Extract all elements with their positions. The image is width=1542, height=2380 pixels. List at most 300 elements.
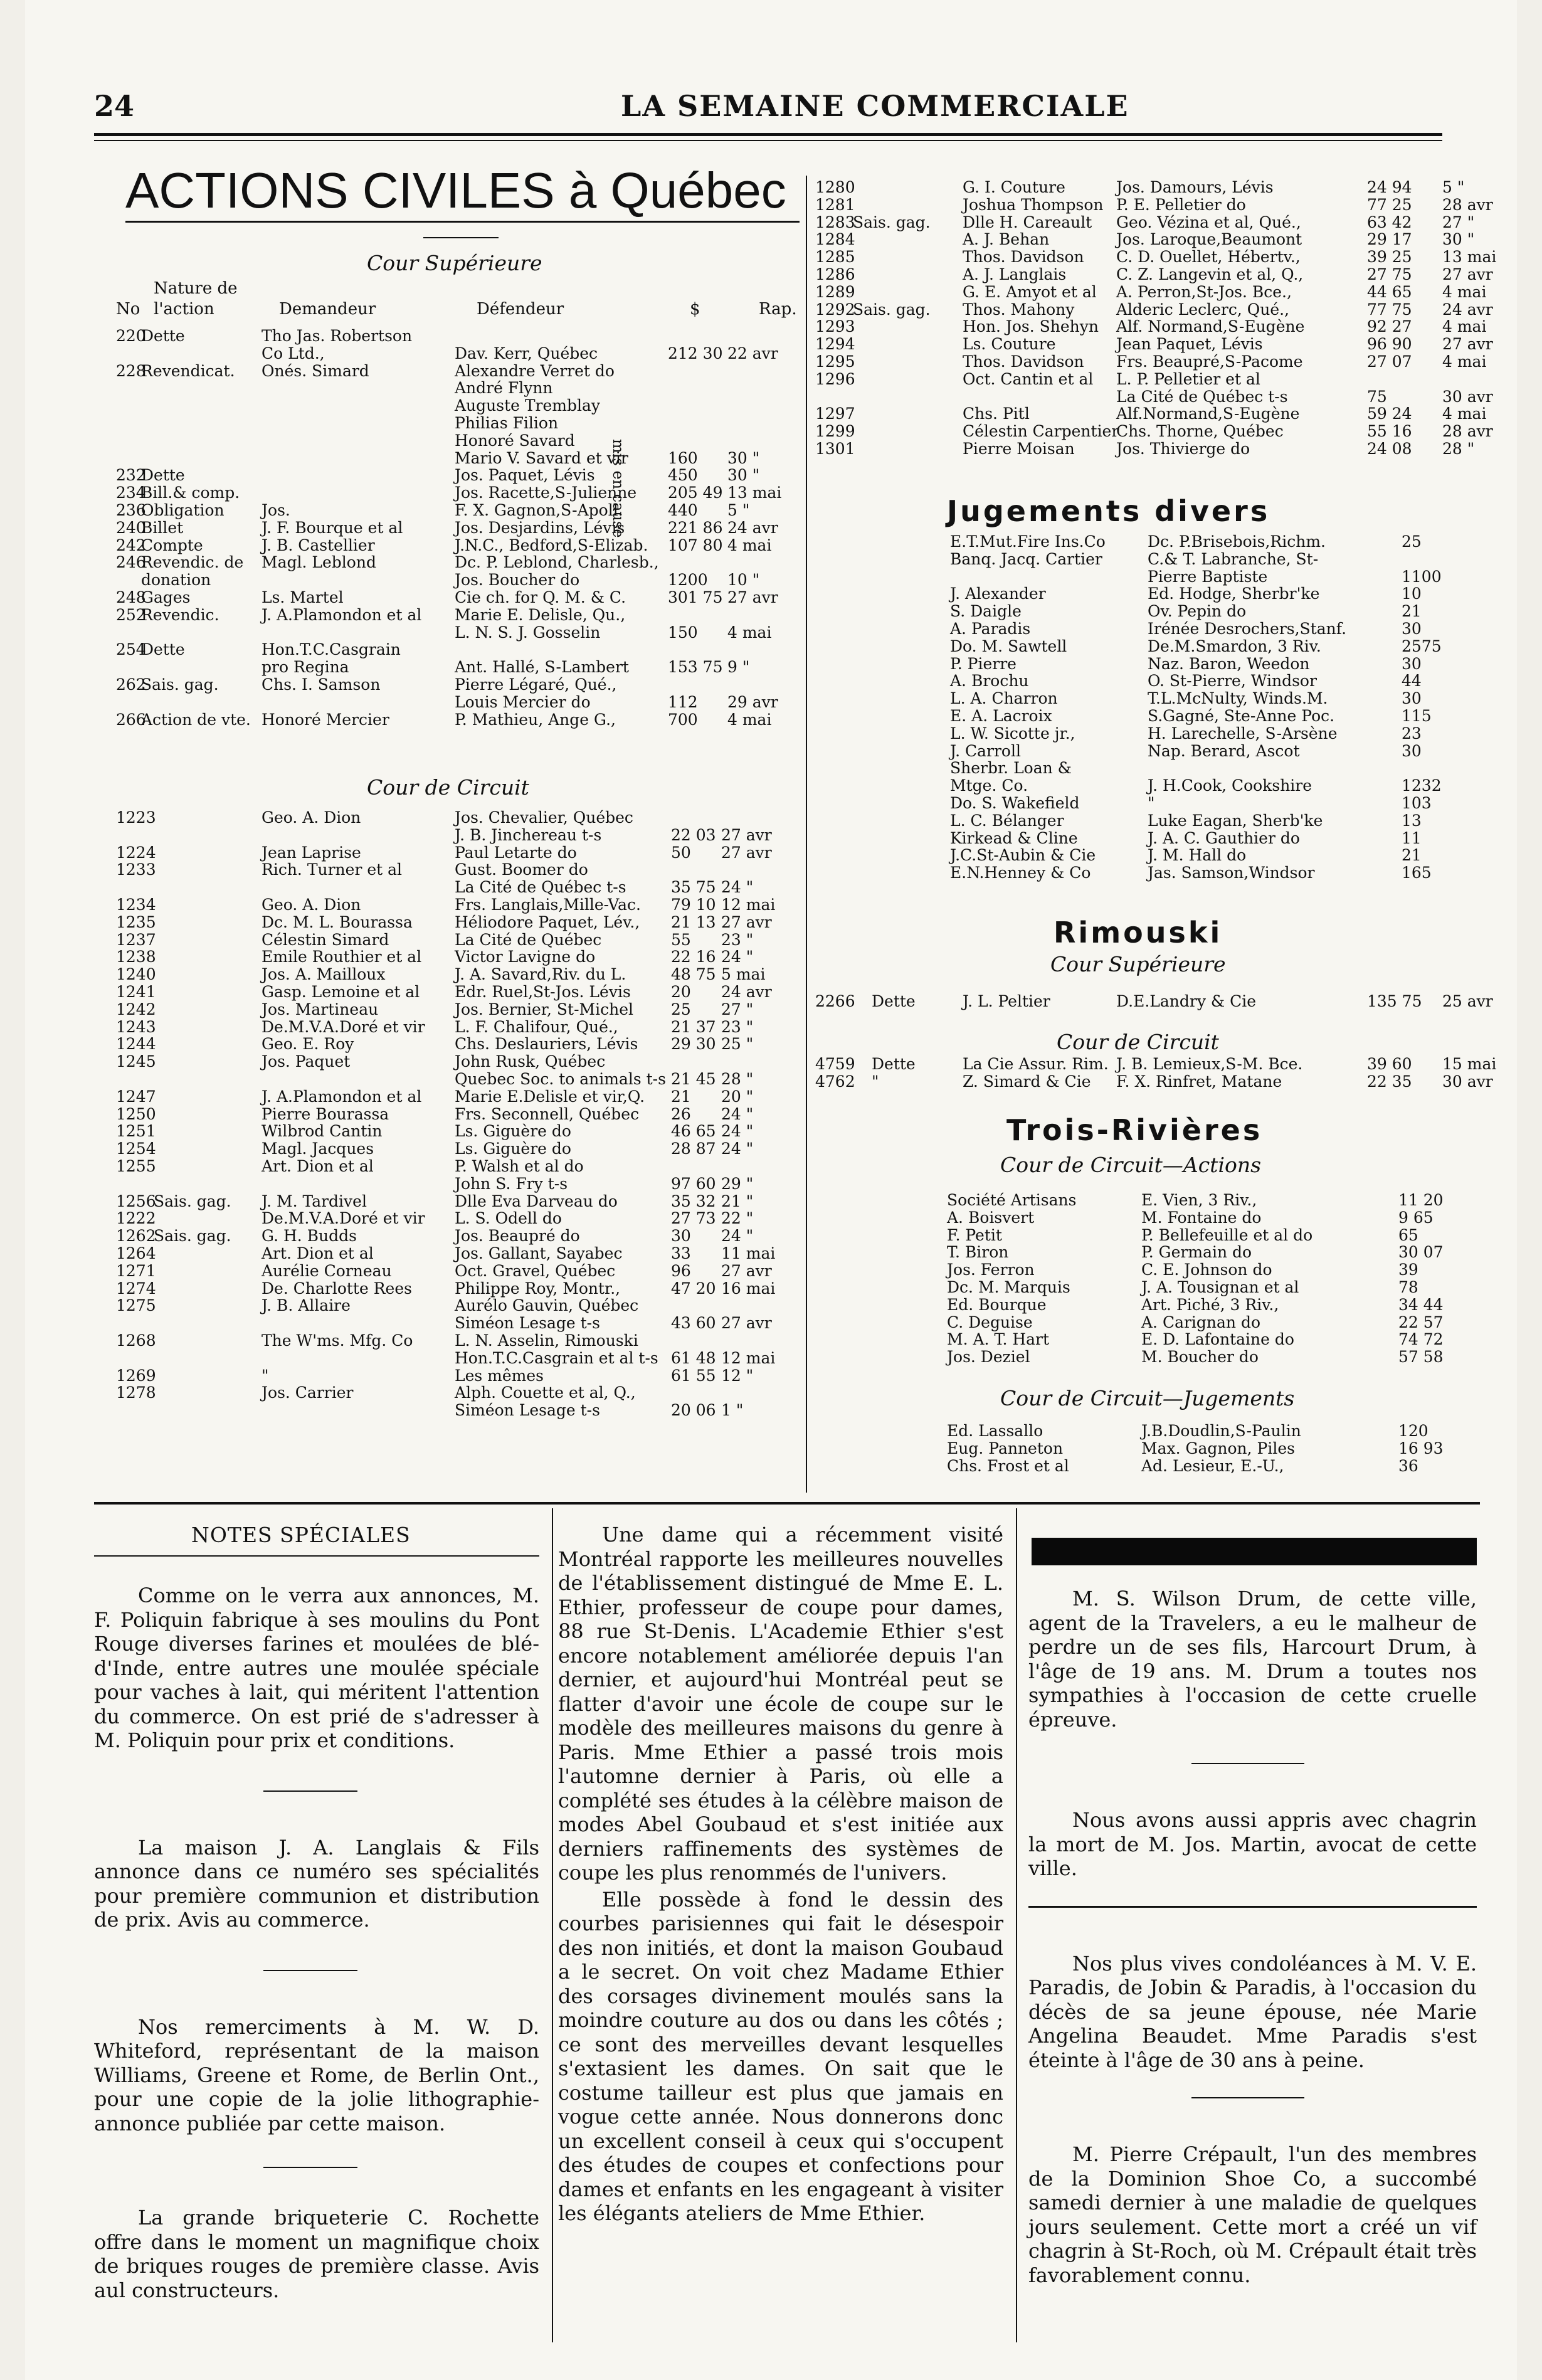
- row-defendeur: Ed. Hodge, Sherbr'ke: [1148, 584, 1320, 603]
- row-amount: 77 25: [1367, 195, 1412, 214]
- note-paragraph: Comme on le verra aux annonces, M. F. Poliquin fabrique à ses moulins du Pont Rouge diverses farines et moulées de blé-d'Inde, entre autres une moulée spéciale pour vaches à lait, qui méritent l'attention du commerce. On est prié de s'adresser à M. Poliquin pour prix et conditions.: [94, 1584, 539, 1752]
- row-amount: 135 75: [1367, 992, 1422, 1010]
- header-rule: [94, 133, 1442, 136]
- row-number: 1240: [116, 965, 156, 984]
- row-date: 24 ": [721, 1227, 754, 1246]
- row-defendeur: Victor Lavigne do: [455, 948, 596, 966]
- row-amount: 78: [1398, 1278, 1418, 1296]
- row-date: 25 avr: [1442, 992, 1493, 1010]
- row-amount: 79 10: [671, 896, 716, 914]
- note-rule: [1028, 1906, 1477, 1908]
- row-demandeur: E.N.Henney & Co: [950, 864, 1091, 882]
- row-amount: 21: [1402, 846, 1422, 865]
- row-amount: 24 08: [1367, 440, 1412, 458]
- row-amount: 21 45: [671, 1070, 716, 1088]
- row-number: 262: [116, 675, 146, 694]
- row-amount: 35 75: [671, 878, 716, 897]
- notes-column-1: [94, 1584, 539, 2302]
- row-amount: 22 35: [1367, 1072, 1412, 1091]
- row-demandeur: Banq. Jacq. Cartier: [950, 549, 1102, 568]
- row-demandeur: Art. Dion et al: [261, 1244, 374, 1262]
- row-number: 1224: [116, 843, 156, 862]
- row-number: 1299: [815, 422, 855, 441]
- col-head-no: No: [116, 300, 140, 319]
- row-number: 232: [116, 466, 146, 485]
- court-heading: Cour Supérieure: [367, 251, 542, 275]
- row-date: 27 avr: [721, 1261, 772, 1280]
- row-number: 1274: [116, 1279, 156, 1298]
- row-nature: Bill.& comp.: [141, 484, 240, 502]
- row-demandeur: J.C.St-Aubin & Cie: [950, 846, 1096, 865]
- row-number: 1233: [116, 860, 156, 879]
- row-number: 1281: [815, 195, 855, 214]
- row-defendeur: Chs. Thorne, Québec: [1116, 422, 1284, 441]
- row-date: 24 ": [721, 948, 754, 966]
- row-date: 13 mai: [1442, 248, 1497, 267]
- notes-column-3: [1028, 1587, 1477, 2287]
- row-defendeur: J.N.C., Bedford,S-Elizab.: [455, 536, 648, 554]
- row-number: 1222: [116, 1209, 156, 1228]
- row-amount: 21: [1402, 602, 1422, 621]
- row-defendeur: S.Gagné, Ste-Anne Poc.: [1148, 707, 1335, 725]
- row-amount: 29 30: [671, 1035, 716, 1054]
- row-amount: 160: [668, 448, 698, 467]
- row-demandeur: Jos. A. Mailloux: [261, 965, 386, 984]
- row-nature: Dette: [872, 992, 916, 1010]
- row-amount: 150: [668, 623, 698, 642]
- row-demandeur: Onés. Simard: [261, 361, 369, 380]
- row-defendeur: Siméon Lesage t-s: [455, 1314, 600, 1333]
- row-amount: 9 65: [1398, 1208, 1434, 1227]
- row-date: 12 mai: [721, 1348, 776, 1367]
- row-defendeur: H. Larechelle, S-Arsène: [1148, 724, 1338, 743]
- row-demandeur: J. L. Peltier: [963, 992, 1050, 1010]
- row-date: 27 ": [1442, 213, 1475, 231]
- row-demandeur: Jos. Carrier: [261, 1383, 354, 1402]
- row-amount: 1200: [668, 571, 708, 590]
- row-demandeur: Wilbrod Cantin: [261, 1122, 383, 1141]
- row-number: 1245: [116, 1052, 156, 1071]
- row-demandeur: Ls. Martel: [261, 588, 344, 606]
- court-heading: Cour de Circuit—Jugements: [1000, 1386, 1295, 1410]
- row-number: 1243: [116, 1017, 156, 1036]
- row-amount: 39: [1398, 1261, 1418, 1279]
- row-number: 242: [116, 536, 146, 554]
- row-demandeur: Rich. Turner et al: [261, 860, 403, 879]
- row-demandeur: Magl. Leblond: [261, 553, 376, 572]
- row-demandeur: J. F. Bourque et al: [261, 518, 403, 537]
- row-amount: 25: [1402, 532, 1422, 551]
- row-amount: 27 07: [1367, 352, 1412, 371]
- row-defendeur: L. F. Chalifour, Qué.,: [455, 1017, 618, 1036]
- row-defendeur: J. A. Tousignan et al: [1141, 1278, 1299, 1296]
- row-defendeur: Mario V. Savard et vir: [455, 448, 628, 467]
- row-demandeur: Jos. Ferron: [947, 1261, 1035, 1279]
- row-date: 30 ": [727, 448, 760, 467]
- row-defendeur: J. A. Savard,Riv. du L.: [455, 965, 626, 984]
- row-demandeur: Geo. A. Dion: [261, 896, 361, 914]
- row-defendeur: Louis Mercier do: [455, 692, 591, 711]
- note-rule: [1191, 2097, 1304, 2098]
- row-amount: 212 30: [668, 344, 723, 362]
- row-defendeur: Dlle Eva Darveau do: [455, 1192, 618, 1210]
- row-number: 234: [116, 484, 146, 502]
- row-number: 1241: [116, 983, 156, 1001]
- row-date: 24 ": [721, 1104, 754, 1123]
- row-demandeur: De. Charlotte Rees: [261, 1279, 412, 1298]
- row-defendeur: Siméon Lesage t-s: [455, 1401, 600, 1420]
- row-defendeur: Chs. Deslauriers, Lévis: [455, 1035, 638, 1054]
- row-number: 1295: [815, 352, 855, 371]
- row-amount: 59 24: [1367, 405, 1412, 423]
- row-amount: 21 37: [671, 1017, 716, 1036]
- row-number: 4759: [815, 1055, 855, 1073]
- row-amount: 107 80: [668, 536, 723, 554]
- row-defendeur: John Rusk, Québec: [455, 1052, 606, 1071]
- row-date: 15 mai: [1442, 1055, 1497, 1073]
- row-amount: 30: [1402, 741, 1422, 760]
- court-heading: Cour de Circuit: [367, 775, 529, 800]
- row-defendeur: Les mêmes: [455, 1366, 544, 1385]
- row-defendeur: Dc. P.Brisebois,Richm.: [1148, 532, 1326, 551]
- row-defendeur: Jos. Paquet, Lévis: [455, 466, 595, 485]
- row-demandeur: ": [261, 1366, 269, 1385]
- col-head-rap: Rap.: [759, 300, 797, 319]
- row-defendeur: Quebec Soc. to animals t-s: [455, 1070, 666, 1088]
- row-number: 248: [116, 588, 146, 606]
- row-defendeur: P. E. Pelletier do: [1116, 195, 1246, 214]
- row-amount: 96 90: [1367, 335, 1412, 354]
- row-amount: 57 58: [1398, 1348, 1444, 1367]
- row-demandeur: Do. S. Wakefield: [950, 794, 1080, 812]
- notes-column-2: [558, 1523, 1003, 2226]
- row-defendeur: L. S. Odell do: [455, 1209, 562, 1228]
- row-amount: 23: [1402, 724, 1422, 743]
- row-defendeur: Paul Letarte do: [455, 843, 577, 862]
- row-date: 27 avr: [1442, 265, 1493, 283]
- row-number: 1275: [116, 1296, 156, 1315]
- row-demandeur: Pierre Moisan: [963, 440, 1075, 458]
- row-demandeur: G. E. Amyot et al: [963, 282, 1097, 301]
- notes-col-divider: [552, 1508, 553, 2342]
- row-demandeur: Tho Jas. Robertson: [261, 327, 413, 345]
- row-number: 1254: [116, 1140, 156, 1158]
- row-date: 5 mai: [721, 965, 766, 984]
- row-defendeur: Naz. Baron, Weedon: [1148, 654, 1310, 673]
- row-defendeur: Hon.T.C.Casgrain et al t-s: [455, 1348, 658, 1367]
- row-nature: Obligation: [141, 501, 224, 519]
- row-defendeur: J. M. Hall do: [1148, 846, 1247, 865]
- row-amount: 112: [668, 692, 698, 711]
- row-defendeur: Frs. Langlais,Mille-Vac.: [455, 896, 641, 914]
- row-amount: 75: [1367, 387, 1387, 406]
- row-amount: 221 86: [668, 518, 723, 537]
- row-amount: 48 75: [671, 965, 716, 984]
- row-number: 1271: [116, 1261, 156, 1280]
- row-demandeur: Jos. Deziel: [947, 1348, 1030, 1367]
- row-amount: 25: [671, 1000, 691, 1018]
- row-defendeur: Gust. Boomer do: [455, 860, 588, 879]
- row-defendeur: Jas. Samson,Windsor: [1148, 864, 1315, 882]
- row-demandeur: pro Regina: [261, 658, 349, 677]
- row-defendeur: Jos. Laroque,Beaumont: [1116, 230, 1302, 249]
- row-demandeur: J. A.Plamondon et al: [261, 1087, 422, 1106]
- row-amount: 47 20: [671, 1279, 716, 1298]
- row-number: 252: [116, 605, 146, 624]
- row-defendeur: Jean Paquet, Lévis: [1116, 335, 1263, 354]
- row-number: 1255: [116, 1157, 156, 1175]
- row-defendeur: Jos. Racette,S-Julienne: [455, 484, 637, 502]
- row-demandeur: Gasp. Lemoine et al: [261, 983, 420, 1001]
- note-paragraph: M. Pierre Crépault, l'un des membres de la Dominion Shoe Co, a succombé samedi dernier à une maladie de quelques jours seulement. Cette mort a créé un vif chagrin à St-Roch, où M. Crépault était très favorablement connu.: [1028, 2142, 1477, 2287]
- row-defendeur: L. N. S. J. Gosselin: [455, 623, 601, 642]
- row-defendeur: Dc. P. Leblond, Charlesb.,: [455, 553, 659, 572]
- row-amount: 74 72: [1398, 1330, 1444, 1349]
- row-date: 1 ": [721, 1401, 744, 1420]
- row-amount: 30 07: [1398, 1243, 1444, 1262]
- row-demandeur: Dlle H. Careault: [963, 213, 1092, 231]
- row-date: 27 avr: [721, 912, 772, 931]
- row-defendeur: La Cité de Québec: [455, 930, 602, 949]
- row-amount: 1100: [1402, 567, 1442, 586]
- row-defendeur: Pierre Baptiste: [1148, 567, 1268, 586]
- row-nature: Revendic.: [141, 605, 219, 624]
- row-number: 1296: [815, 369, 855, 388]
- row-demandeur: Célestin Carpentier: [963, 422, 1119, 441]
- row-defendeur: D.E.Landry & Cie: [1116, 992, 1257, 1010]
- row-demandeur: J. Alexander: [950, 584, 1046, 603]
- row-demandeur: Art. Dion et al: [261, 1157, 374, 1175]
- row-date: 5 ": [1442, 178, 1465, 196]
- note-paragraph: Nos plus vives condoléances à M. V. E. Paradis, de Jobin & Paradis, à l'occasion du décès de sa jeune épouse, née Marie Angelina Beaudet. Mme Paradis s'est éteinte à l'âge de 30 ans à peine.: [1028, 1951, 1477, 2072]
- row-number: 1286: [815, 265, 855, 283]
- row-date: 30 ": [727, 466, 760, 485]
- row-nature: Action de vte.: [141, 710, 251, 729]
- row-amount: 36: [1398, 1456, 1418, 1475]
- rimouski-heading: Rimouski: [1054, 916, 1223, 949]
- row-demandeur: Jos. Paquet: [261, 1052, 351, 1071]
- row-amount: 77 75: [1367, 300, 1412, 319]
- row-nature: Dette: [141, 466, 185, 485]
- row-defendeur: Aurélo Gauvin, Québec: [455, 1296, 639, 1315]
- row-demandeur: Chs. I. Samson: [261, 675, 381, 694]
- row-nature: Revendicat.: [141, 361, 235, 380]
- row-number: 1234: [116, 896, 156, 914]
- row-defendeur: Ls. Giguère do: [455, 1140, 571, 1158]
- page-number: 24: [94, 89, 135, 123]
- row-defendeur: P. Germain do: [1141, 1243, 1252, 1262]
- court-heading: Cour de Circuit—Actions: [1000, 1153, 1262, 1177]
- note-rule: [263, 1970, 357, 1971]
- row-amount: 28 87: [671, 1140, 716, 1158]
- row-date: 12 ": [721, 1366, 754, 1385]
- row-defendeur: L. N. Asselin, Rimouski: [455, 1331, 638, 1350]
- row-demandeur: Jos. Martineau: [261, 1000, 379, 1018]
- col-head-action: l'action: [154, 300, 214, 319]
- row-number: 1292: [815, 300, 855, 319]
- row-nature: Compte: [141, 536, 203, 554]
- row-date: 27 avr: [721, 843, 772, 862]
- row-date: 28 ": [721, 1070, 754, 1088]
- row-defendeur: Jos. Beaupré do: [455, 1227, 580, 1246]
- row-defendeur: C.& T. Labranche, St-: [1148, 549, 1319, 568]
- row-demandeur: Dc. M. L. Bourassa: [261, 912, 413, 931]
- row-number: 1244: [116, 1035, 156, 1054]
- row-defendeur: M. Boucher do: [1141, 1348, 1259, 1367]
- row-number: 1238: [116, 948, 156, 966]
- row-demandeur: G. H. Budds: [261, 1227, 357, 1246]
- row-demandeur: G. I. Couture: [963, 178, 1065, 196]
- row-date: 30 avr: [1442, 1072, 1493, 1091]
- row-demandeur: P. Pierre: [950, 654, 1017, 673]
- row-amount: 33: [671, 1244, 691, 1262]
- row-amount: 11 20: [1398, 1191, 1444, 1209]
- row-defendeur: Cie ch. for Q. M. & C.: [455, 588, 626, 606]
- jugements-heading: Jugements divers: [947, 494, 1270, 528]
- row-defendeur: C. Z. Langevin et al, Q.,: [1116, 265, 1304, 283]
- row-demandeur: Hon. Jos. Shehyn: [963, 317, 1099, 336]
- row-defendeur: Jos. Gallant, Sayabec: [455, 1244, 623, 1262]
- row-demandeur: Dc. M. Marquis: [947, 1278, 1070, 1296]
- row-demandeur: Aurélie Corneau: [261, 1261, 392, 1280]
- note-paragraph: La grande briqueterie C. Rochette offre dans le moment un magnifique choix de briques rouges de première classe. Avis aul constructeurs.: [94, 2206, 539, 2302]
- row-amount: 92 27: [1367, 317, 1412, 336]
- row-number: 1247: [116, 1087, 156, 1106]
- row-amount: 55: [671, 930, 691, 949]
- row-date: 29 ": [721, 1174, 754, 1193]
- row-defendeur: Max. Gagnon, Piles: [1141, 1439, 1295, 1457]
- row-defendeur: T.L.McNulty, Winds.M.: [1148, 689, 1328, 708]
- row-amount: 10: [1402, 584, 1422, 603]
- row-defendeur: Ant. Hallé, S-Lambert: [455, 658, 629, 677]
- row-amount: 63 42: [1367, 213, 1412, 231]
- row-nature: ": [872, 1072, 879, 1091]
- page-title: LA SEMAINE COMMERCIALE: [621, 89, 1129, 123]
- notes-col-divider: [1016, 1508, 1017, 2342]
- row-date: 4 mai: [727, 710, 772, 729]
- row-number: 4762: [815, 1072, 855, 1091]
- row-demandeur: Thos. Davidson: [963, 352, 1084, 371]
- row-number: 1293: [815, 317, 855, 336]
- row-defendeur: M. Fontaine do: [1141, 1208, 1262, 1227]
- row-amount: 165: [1402, 864, 1432, 882]
- row-defendeur: Frs. Beaupré,S-Pacome: [1116, 352, 1303, 371]
- row-number: 1256: [116, 1192, 156, 1210]
- row-number: 1278: [116, 1383, 156, 1402]
- row-demandeur: Chs. Frost et al: [947, 1456, 1069, 1475]
- row-number: 246: [116, 553, 146, 572]
- row-demandeur: A. Brochu: [950, 672, 1029, 690]
- row-number: 1283: [815, 213, 855, 231]
- row-number: 1242: [116, 1000, 156, 1018]
- row-demandeur: Geo. E. Roy: [261, 1035, 354, 1054]
- row-date: 28 avr: [1442, 195, 1493, 214]
- court-heading: Cour Supérieure: [1050, 952, 1226, 976]
- row-defendeur: Philias Filion: [455, 414, 559, 432]
- row-demandeur: Chs. Pitl: [963, 405, 1030, 423]
- row-amount: 1232: [1402, 776, 1442, 795]
- row-number: 1301: [815, 440, 855, 458]
- row-defendeur: Alf.Normand,S-Eugène: [1116, 405, 1300, 423]
- row-demandeur: Jos.: [261, 501, 290, 519]
- row-demandeur: Geo. A. Dion: [261, 808, 361, 827]
- row-date: 4 mai: [1442, 282, 1487, 301]
- row-defendeur: Pierre Légaré, Qué.,: [455, 675, 617, 694]
- row-demandeur: Célestin Simard: [261, 930, 389, 949]
- row-amount: 13: [1402, 811, 1422, 830]
- trois-rivieres-heading: Trois-Rivières: [1006, 1113, 1263, 1147]
- row-demandeur: A. Boisvert: [947, 1208, 1035, 1227]
- row-date: 29 avr: [727, 692, 778, 711]
- row-date: 30 ": [1442, 230, 1475, 249]
- row-number: 1251: [116, 1122, 156, 1141]
- row-defendeur: Ls. Giguère do: [455, 1122, 571, 1141]
- row-defendeur: Alderic Leclerc, Qué.,: [1116, 300, 1290, 319]
- row-number: 236: [116, 501, 146, 519]
- row-date: 21 ": [721, 1192, 754, 1210]
- row-defendeur: Frs. Seconnell, Québec: [455, 1104, 640, 1123]
- row-date: 27 ": [721, 1000, 754, 1018]
- row-amount: 44: [1402, 672, 1422, 690]
- row-defendeur: Jos. Bernier, St-Michel: [455, 1000, 634, 1018]
- row-demandeur: F. Petit: [947, 1225, 1002, 1244]
- row-date: 28 ": [1442, 440, 1475, 458]
- row-defendeur: C. D. Ouellet, Hébertv.,: [1116, 248, 1301, 267]
- row-date: 23 ": [721, 930, 754, 949]
- row-defendeur: A. Perron,St-Jos. Bce.,: [1116, 282, 1292, 301]
- row-defendeur: P. Walsh et al do: [455, 1157, 584, 1175]
- row-amount: 34 44: [1398, 1295, 1444, 1314]
- row-date: 30 avr: [1442, 387, 1493, 406]
- row-demandeur: Sherbr. Loan &: [950, 759, 1072, 778]
- row-date: 27 avr: [727, 588, 778, 606]
- row-number: 1289: [815, 282, 855, 301]
- row-date: 24 ": [721, 1122, 754, 1141]
- row-amount: 27 75: [1367, 265, 1412, 283]
- row-number: 1280: [815, 178, 855, 196]
- col-head-nature: Nature de: [154, 279, 238, 298]
- row-defendeur: Jos. Chevalier, Québec: [455, 808, 633, 827]
- row-demandeur: Thos. Davidson: [963, 248, 1084, 267]
- row-date: 4 mai: [1442, 405, 1487, 423]
- row-defendeur: La Cité de Québec t-s: [455, 878, 626, 897]
- note-paragraph: Nos remerciments à M. W. D. Whiteford, représentant de la maison Williams, Greene et Rome, de Berlin Ont., pour une copie de la jolie lithographie-annonce publiée par cette maison.: [94, 2014, 539, 2135]
- row-demandeur: E.T.Mut.Fire Ins.Co: [950, 532, 1106, 551]
- row-demandeur: Honoré Mercier: [261, 710, 389, 729]
- row-amount: 29 17: [1367, 230, 1412, 249]
- row-amount: 61 55: [671, 1366, 716, 1385]
- row-nature: Revendic. de: [141, 553, 244, 572]
- row-defendeur: Ad. Lesieur, E.-U.,: [1141, 1456, 1284, 1475]
- row-nature: Billet: [141, 518, 184, 537]
- row-number: 1285: [815, 248, 855, 267]
- row-date: 4 mai: [1442, 352, 1487, 371]
- row-amount: 20 06: [671, 1401, 716, 1420]
- row-demandeur: J. B. Allaire: [261, 1296, 351, 1315]
- row-date: 27 avr: [1442, 335, 1493, 354]
- row-date: 16 mai: [721, 1279, 776, 1298]
- row-amount: 22 16: [671, 948, 716, 966]
- row-defendeur: Jos. Boucher do: [455, 571, 580, 590]
- row-defendeur: J. B. Jinchereau t-s: [455, 825, 602, 844]
- court-heading: Cour de Circuit: [1057, 1030, 1219, 1054]
- row-number: 2266: [815, 992, 855, 1010]
- black-bar: [1032, 1538, 1477, 1565]
- row-amount: 26: [671, 1104, 691, 1123]
- row-defendeur: P. Bellefeuille et al do: [1141, 1225, 1313, 1244]
- row-date: 9 ": [727, 658, 750, 677]
- row-date: 12 mai: [721, 896, 776, 914]
